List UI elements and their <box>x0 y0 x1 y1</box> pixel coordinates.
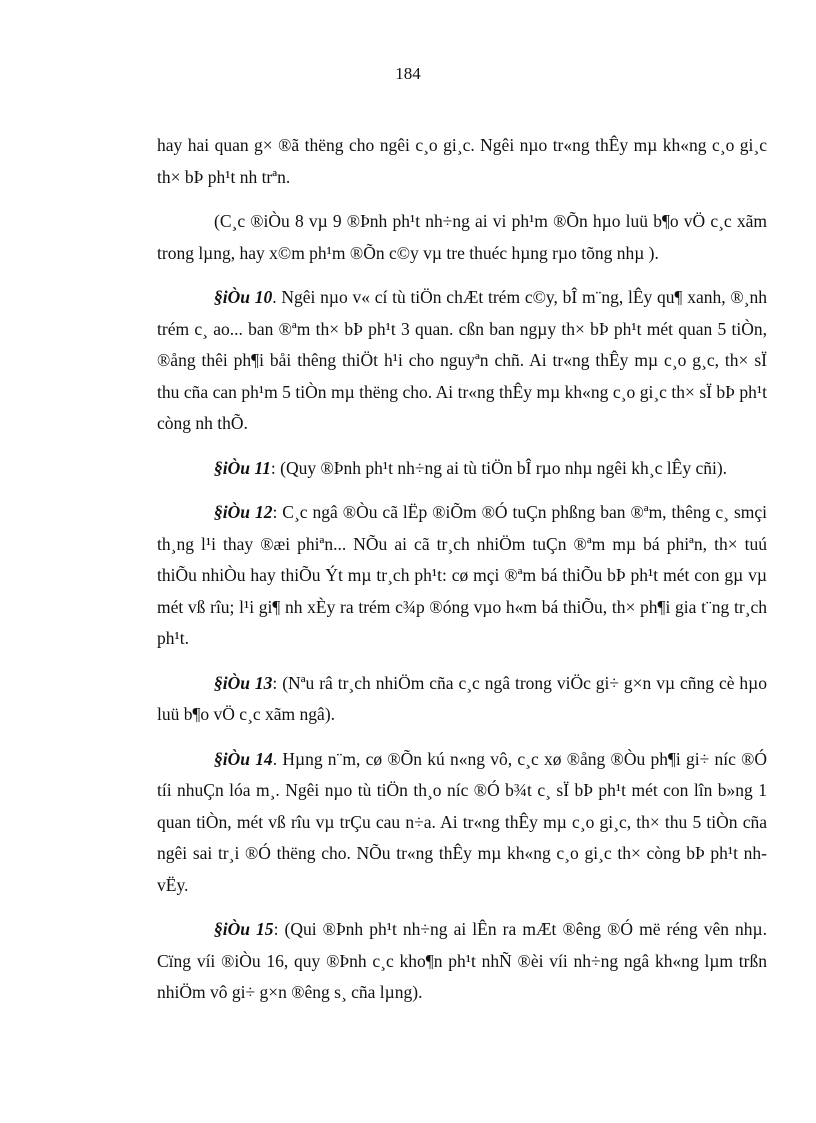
article-12 <box>157 497 767 655</box>
article-heading: §iÒu 13 <box>214 672 273 693</box>
article-heading-punct: : <box>272 672 278 693</box>
article-15 <box>157 914 767 1009</box>
paragraph-note-8-9 <box>157 206 767 269</box>
article-heading-punct: : <box>270 457 276 478</box>
article-text: (Qui ®Þnh ph¹t nh÷ng ai lÊn ra mÆt ®êng ®Ó më réng vên nhµ. Cïng víi ®iÒu 16, quy ®Þnh c¸c kho¶n ph¹t nhÑ ®èi víi nh÷ng ngâ kh«ng lµm trßn nhiÖm vô gi÷ g×n ®êng s¸ cña lµng). <box>157 919 768 1002</box>
article-heading-punct: : <box>272 502 278 522</box>
article-11 <box>157 453 767 485</box>
article-heading-punct: . <box>272 287 277 307</box>
article-heading: §iÒu 15 <box>214 919 274 939</box>
article-text: (Quy ®Þnh ph¹t nh÷ng ai tù tiÖn bÎ rµo nhµ ngêi kh¸c lÊy cñi). <box>275 457 728 478</box>
article-text: Ngêi nµo v« cí tù tiÖn chÆt trém c©y, bÎ m¨ng, lÊy qu¶ xanh, ®¸nh trém c¸ ao... ban ®ªm th× bÞ ph¹t 3 quan. cßn ban ngµy th× bÞ ph¹t mét quan 5 tiÒn, ®ång thêi ph¶i båi thêng thiÖt h¹i cho nguyªn chñ. Ai tr«ng thÊy mµ c¸o g¸c, th× sÏ thu cña can ph¹m 5 tiÒn mµ thëng cho. Ai tr«ng thÊy mµ kh«ng c¸o gi¸c th× sÏ bÞ ph¹t còng nh thÕ. <box>157 287 767 433</box>
paragraph-text: hay hai quan g× ®ã thëng cho ngêi c¸o gi¸c. Ngêi nµo tr«ng thÊy mµ kh«ng c¸o gi¸c th× bÞ ph¹t nh trªn. <box>157 135 767 187</box>
paragraph-continuation <box>157 130 767 193</box>
article-text: Hµng n¨m, cø ®Õn kú n«ng vô, c¸c xø ®ång ®Òu ph¶i gi÷ níc ®Ó tíi nhuÇn lóa m¸. Ngêi nµo tù tiÖn th¸o níc ®Ó b¾t c¸ sÏ bÞ ph¹t mét con lîn b»ng 1 quan tiÒn, mét vß rîu vµ trÇu cau n÷a. Ai tr«ng thÊy mµ c¸o gi¸c, th× thu 5 tiÒn cña ngêi sai tr¸i ®Ó thëng cho. NÕu tr«ng thÊy mµ kh«ng c¸o gi¸c th× còng bÞ ph¹t nh vËy. <box>157 748 768 895</box>
article-heading-punct: . <box>272 748 278 769</box>
body-text <box>157 130 767 1022</box>
article-heading: §iÒu 14 <box>214 748 273 769</box>
article-10 <box>157 282 767 440</box>
article-text: C¸c ngâ ®Òu cã lËp ®iÕm ®Ó tuÇn phßng ban ®ªm, thêng c¸ smçi th¸ng l¹i thay ®æi phiªn... NÕu ai cã tr¸ch nhiÖm tuÇn ®ªm mµ bá phiªn, th× tuú thiÕu nhiÒu hay thiÕu Ýt mµ tr¸ch ph¹t: cø mçi ®ªm bá thiÕu bÞ ph¹t mét con gµ vµ mét vß rîu; l¹i gi¶ nh xÈy ra trém c¾p ®óng vµo h«m bá thiÕu, th× ph¶i gia t¨ng tr¸ch ph¹t. <box>157 502 767 648</box>
article-13 <box>157 668 767 731</box>
article-text: (Nªu râ tr¸ch nhiÖm cña c¸c ngâ trong viÖc gi÷ g×n vµ cñng cè hµo luü b¶o vÖ c¸c xãm ngâ). <box>157 672 767 724</box>
page-number: 184 <box>395 64 421 83</box>
article-heading: §iÒu 10 <box>214 287 273 307</box>
article-heading: §iÒu 12 <box>214 502 273 522</box>
article-14 <box>157 744 767 902</box>
article-heading-punct: : <box>273 919 279 939</box>
paragraph-text: (C¸c ®iÒu 8 vµ 9 ®Þnh ph¹t nh÷ng ai vi ph¹m ®Õn hµo luü b¶o vÖ c¸c xãm trong lµng, hay x©m ph¹m ®Õn c©y vµ tre thuéc hµng rµo tõng nhµ ). <box>157 211 767 263</box>
article-heading: §iÒu 11 <box>214 457 271 478</box>
